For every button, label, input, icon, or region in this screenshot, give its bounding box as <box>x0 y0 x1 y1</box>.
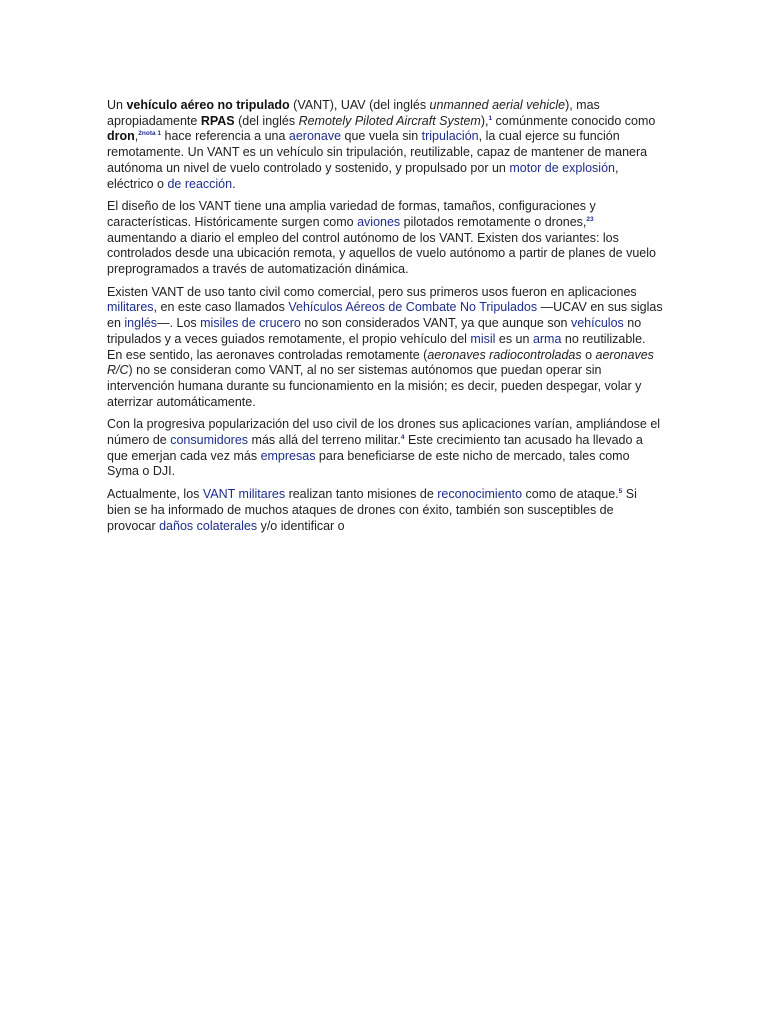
text-run: —. Los <box>157 316 201 331</box>
text-run: comúnmente conocido como <box>492 113 656 128</box>
text-run: más allá del terreno militar. <box>248 433 401 448</box>
link-misil[interactable]: misil <box>470 331 496 346</box>
link-arma[interactable]: arma <box>532 331 562 346</box>
paragraph-popularization <box>107 417 663 480</box>
text-run: Este crecimiento tan acusado ha llevado a que emerjan cada vez más <box>107 433 643 463</box>
paragraph-current <box>107 487 663 534</box>
text-run: y/o identificar o <box>257 518 345 533</box>
reference-link[interactable]: 5 <box>618 488 623 496</box>
reference-link[interactable]: 1 <box>488 114 493 122</box>
term-english: Remotely Piloted Aircraft System <box>298 113 481 128</box>
text-run: no reutilizable. En ese sentido, las aeronaves controladas remotamente ( <box>107 331 646 362</box>
text-run: ), <box>480 113 489 128</box>
text-run: (del inglés <box>234 113 299 128</box>
term-italic: aeronaves radiocontroladas <box>427 347 582 362</box>
link-vehiculos[interactable]: vehículos <box>570 316 624 331</box>
text-run: Existen VANT de uso tanto civil como comercial, pero sus primeros usos fueron en aplicaciones <box>107 284 637 299</box>
link-danos-colaterales[interactable]: daños colaterales <box>159 518 258 533</box>
text-run: realizan tanto misiones de <box>285 487 438 502</box>
paragraph-intro <box>107 98 663 192</box>
text-run: aumentando a diario el empleo del control autónomo de los VANT. Existen dos variantes: los controlados desde una ubicación remota, y aquellos de vuelo autónomo a partir de planes de vuelo preprogramados a través de automatización dinámica. <box>107 230 656 277</box>
link-militares[interactable]: militares <box>107 300 154 315</box>
link-ingles[interactable]: inglés <box>124 316 158 331</box>
text-run: para beneficiarse de este nicho de mercado, tales como Syma o DJI. <box>107 448 630 479</box>
link-motor-de-explosion[interactable]: motor de explosión <box>509 160 615 175</box>
reference-link[interactable]: 2nota 1 <box>138 130 162 138</box>
text-run: , en este caso llamados <box>153 300 289 315</box>
term-english: unmanned aerial vehicle <box>429 98 566 112</box>
paragraph-design <box>107 199 663 278</box>
term-vant: vehículo aéreo no tripulado <box>126 98 290 112</box>
text-run: no son considerados VANT, ya que aunque son <box>300 316 571 331</box>
link-aviones[interactable]: aviones <box>357 214 401 229</box>
link-vant-militares[interactable]: VANT militares <box>202 487 286 502</box>
text-run: o <box>581 347 596 362</box>
text-run: , <box>134 129 139 144</box>
text-run: no tripulados y a veces guiados remotamente, el propio vehículo del <box>107 316 642 346</box>
link-consumidores[interactable]: consumidores <box>170 433 249 448</box>
reference-link[interactable]: 23 <box>586 215 594 223</box>
link-reconocimiento[interactable]: reconocimiento <box>437 487 523 502</box>
link-empresas[interactable]: empresas <box>260 448 316 463</box>
link-tripulacion[interactable]: tripulación <box>421 129 479 144</box>
link-ucav[interactable]: Vehículos Aéreos de Combate No Tripulados <box>288 300 538 315</box>
text-run: —UCAV en sus siglas en <box>107 300 663 331</box>
text-run: . <box>232 176 236 191</box>
text-run: Actualmente, los <box>107 487 203 502</box>
link-de-reaccion[interactable]: de reacción <box>167 176 233 191</box>
term-rpas: RPAS <box>200 113 235 128</box>
text-run: (VANT), UAV (del inglés <box>289 98 430 112</box>
link-aeronave[interactable]: aeronave <box>288 129 342 144</box>
text-run: ) no se consideran como VANT, al no ser sistemas autónomos que puedan operar sin intervención humana durante su funcionamiento en la misión; es decir, pueden despegar, volar y aterrizar automáticamente. <box>107 363 642 409</box>
text-run: es un <box>495 331 533 346</box>
text-run: , la cual ejerce su función remotamente. Un VANT es un vehículo sin tripulación, reutilizable, capaz de mantener de manera autónoma un nivel de vuelo controlado y sostenido, y propulsado por un <box>107 129 648 175</box>
text-run: que vuela sin <box>341 129 422 144</box>
reference-link[interactable]: 4 <box>400 434 405 442</box>
link-misiles-de-crucero[interactable]: misiles de crucero <box>200 316 301 331</box>
text-run: , eléctrico o <box>107 160 619 191</box>
text-run: hace referencia a una <box>161 129 289 144</box>
text-run: pilotados remotamente o drones, <box>400 214 587 229</box>
article-body <box>107 98 663 541</box>
text-run: como de ataque. <box>522 487 619 502</box>
text-run: Si bien se ha informado de muchos ataques de drones con éxito, también son susceptibles de provocar <box>107 487 637 533</box>
term-dron: dron <box>107 129 135 144</box>
text-run: Un <box>107 98 127 112</box>
paragraph-uses <box>107 285 663 411</box>
text-run: El diseño de los VANT tiene una amplia variedad de formas, tamaños, configuraciones y características. Históricamente surgen como <box>107 199 596 229</box>
term-italic: aeronaves R/C <box>107 347 654 378</box>
text-run: ), mas apropiadamente <box>107 98 600 128</box>
text-run: Con la progresiva popularización del uso civil de los drones sus aplicaciones varían, ampliándose el número de <box>107 417 661 448</box>
